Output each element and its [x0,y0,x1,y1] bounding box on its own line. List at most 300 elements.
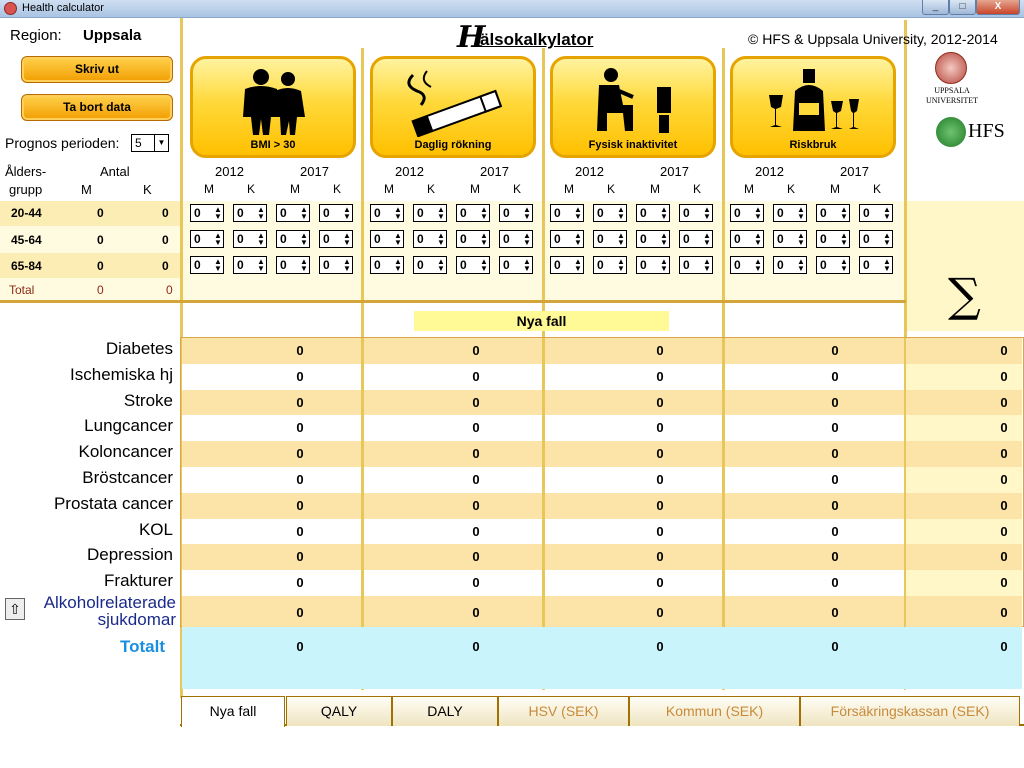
spinner-arrows-icon[interactable]: ▲ ▼ [480,231,488,247]
count-spinner[interactable] [413,230,447,248]
spinner-value: 0 [417,232,424,246]
spinner-value: 0 [683,258,690,272]
hfs-logo-icon [936,117,966,147]
result-value: 0 [296,497,304,513]
gender-header: M [204,182,214,196]
spinner-value: 0 [237,258,244,272]
result-value: 0 [831,343,839,358]
spinner-value: 0 [323,206,330,220]
spinner-value: 0 [503,206,510,220]
spinner-arrows-icon[interactable]: ▲ ▼ [617,205,625,221]
result-value: 0 [472,343,480,358]
spinner-arrows-icon[interactable]: ▲ ▼ [754,257,762,273]
prognosis-value: 5 [135,136,142,150]
spinner-arrows-icon[interactable]: ▲ ▼ [840,231,848,247]
spinner-arrows-icon[interactable]: ▲ ▼ [574,231,582,247]
count-spinner[interactable] [233,256,267,274]
count-spinner[interactable] [276,256,310,274]
tab-nya-fall[interactable]: Nya fall [181,696,285,727]
spinner-value: 0 [863,206,870,220]
age-count-m: 0 [97,233,104,247]
result-value: 0 [296,605,304,620]
tab-qaly[interactable]: QALY [286,696,392,726]
result-value: 0 [831,575,839,591]
app-title-initial: H [457,20,486,55]
category-smoking-button[interactable] [370,56,536,158]
count-spinner[interactable] [636,204,670,222]
result-value: 0 [296,420,304,436]
obese-couple-icon [193,65,353,137]
gender-header: M [290,182,300,196]
close-button[interactable]: X [976,0,1020,15]
divider [904,20,907,338]
count-spinner[interactable] [679,256,713,274]
year-header: 2012 [215,164,244,179]
spinner-value: 0 [554,258,561,272]
spinner-value: 0 [640,232,647,246]
k-header: K [143,182,152,197]
result-value: 0 [296,394,304,410]
gender-header: M [744,182,754,196]
arrow-up-icon[interactable]: ⇧ [5,598,25,620]
result-value: 0 [831,368,839,384]
maximize-button[interactable]: □ [949,0,976,15]
spinner-arrows-icon[interactable]: ▲ ▼ [257,257,265,273]
count-spinner[interactable] [190,256,224,274]
region-value: Uppsala [83,27,142,44]
age-group-label: 65-84 [11,259,42,273]
result-value: 0 [1000,446,1008,462]
spinner-arrows-icon[interactable]: ▲ ▼ [214,257,222,273]
result-value: 0 [831,394,839,410]
spinner-arrows-icon[interactable]: ▲ ▼ [437,205,445,221]
uppsala-name-1: UPPSALA [934,86,970,95]
tab-daly[interactable]: DALY [392,696,498,726]
spinner-value: 0 [374,258,381,272]
result-value: 0 [1000,394,1008,410]
year-header: 2012 [575,164,604,179]
result-value: 0 [1000,368,1008,384]
spinner-arrows-icon[interactable]: ▲ ▼ [214,231,222,247]
total-k: 0 [166,283,173,297]
spinner-arrows-icon[interactable]: ▲ ▼ [437,231,445,247]
tv-watcher-icon [553,65,713,137]
count-spinner[interactable] [730,256,764,274]
spinner-arrows-icon[interactable]: ▲ ▼ [523,257,531,273]
spinner-value: 0 [374,232,381,246]
spinner-value: 0 [280,206,287,220]
count-spinner[interactable] [499,204,533,222]
result-value: 0 [472,446,480,462]
count-spinner[interactable] [593,204,627,222]
spinner-value: 0 [863,232,870,246]
count-spinner[interactable] [456,204,490,222]
count-spinner[interactable] [816,256,850,274]
count-spinner[interactable] [276,230,310,248]
gender-header: M [470,182,480,196]
count-spinner[interactable] [773,256,807,274]
result-value: 0 [296,343,304,358]
spinner-arrows-icon[interactable]: ▲ ▼ [480,205,488,221]
section-title: Nya fall [516,313,567,329]
app-icon [4,2,17,15]
gender-header: K [787,182,796,196]
age-count-m: 0 [97,259,104,273]
spinner-arrows-icon[interactable]: ▲ ▼ [394,231,402,247]
result-value: 0 [1000,523,1008,539]
count-spinner[interactable] [456,230,490,248]
disease-label: KOL [138,519,173,539]
gender-header: K [513,182,522,196]
count-spinner[interactable] [233,230,267,248]
spinner-arrows-icon[interactable]: ▲ ▼ [840,257,848,273]
copyright: © HFS & Uppsala University, 2012-2014 [748,31,998,47]
spinner-arrows-icon[interactable]: ▲ ▼ [300,205,308,221]
spinner-arrows-icon[interactable]: ▲ ▼ [343,257,351,273]
result-value: 0 [656,394,664,410]
count-spinner[interactable] [859,256,893,274]
spinner-arrows-icon[interactable]: ▲ ▼ [300,257,308,273]
spinner-arrows-icon[interactable]: ▲ ▼ [660,231,668,247]
age-group-label: 20-44 [11,206,42,220]
count-spinner[interactable] [413,204,447,222]
result-value: 0 [296,368,304,384]
spinner-arrows-icon[interactable]: ▲ ▼ [754,205,762,221]
spinner-value: 0 [237,232,244,246]
divider [0,300,906,303]
spinner-arrows-icon[interactable]: ▲ ▼ [797,231,805,247]
gender-header: K [427,182,436,196]
spinner-value: 0 [683,206,690,220]
spinner-value: 0 [554,232,561,246]
result-value: 0 [1000,420,1008,436]
count-spinner[interactable] [593,256,627,274]
divider [361,48,364,338]
count-header: Antal [100,164,130,179]
count-spinner[interactable] [730,204,764,222]
result-value: 0 [1000,575,1008,591]
spinner-value: 0 [417,206,424,220]
disease-label: Diabetes [105,339,173,358]
count-spinner[interactable] [276,204,310,222]
alcohol-bottle-icon [733,65,893,137]
count-spinner[interactable] [233,204,267,222]
count-spinner[interactable] [679,204,713,222]
result-value: 0 [472,523,480,539]
spinner-value: 0 [194,258,201,272]
result-value: 0 [472,549,480,565]
spinner-arrows-icon[interactable]: ▲ ▼ [574,257,582,273]
count-spinner[interactable] [816,204,850,222]
spinner-value: 0 [554,206,561,220]
count-spinner[interactable] [370,256,404,274]
count-spinner[interactable] [413,256,447,274]
window-title: Health calculator [22,2,104,14]
year-header: 2017 [840,164,869,179]
spinner-arrows-icon[interactable]: ▲ ▼ [257,231,265,247]
result-value: 0 [656,343,664,358]
spinner-arrows-icon[interactable]: ▲ ▼ [214,205,222,221]
print-button[interactable]: Skriv ut [21,56,173,83]
result-value: 0 [831,446,839,462]
spinner-arrows-icon[interactable]: ▲ ▼ [523,231,531,247]
spinner-value: 0 [503,258,510,272]
spinner-value: 0 [777,258,784,272]
spinner-value: 0 [417,258,424,272]
uppsala-name-2: UNIVERSITET [926,96,978,105]
m-header: M [81,182,92,197]
spinner-arrows-icon[interactable]: ▲ ▼ [797,257,805,273]
disease-label: Depression [87,545,173,565]
spinner-arrows-icon[interactable]: ▲ ▼ [797,205,805,221]
uppsala-seal-icon [935,52,967,84]
age-count-k: 0 [162,206,169,220]
result-value: 0 [472,394,480,410]
category-inactivity-button[interactable] [550,56,716,158]
count-spinner[interactable] [370,230,404,248]
result-value: 0 [296,549,304,565]
category-alcohol-button[interactable] [730,56,896,158]
result-value: 0 [656,575,664,591]
count-spinner[interactable] [816,230,850,248]
result-value: 0 [831,420,839,436]
spinner-value: 0 [640,258,647,272]
count-spinner[interactable] [456,256,490,274]
spinner-value: 0 [194,206,201,220]
result-value: 0 [831,549,839,565]
year-header: 2017 [660,164,689,179]
totalt-label: Totalt [120,637,166,656]
spinner-arrows-icon[interactable]: ▲ ▼ [617,257,625,273]
result-value: 0 [296,472,304,487]
count-spinner[interactable] [319,204,353,222]
spinner-arrows-icon[interactable]: ▲ ▼ [437,257,445,273]
result-value: 0 [296,446,304,462]
result-value: 0 [1000,343,1008,358]
spinner-arrows-icon[interactable]: ▲ ▼ [883,205,891,221]
spinner-value: 0 [460,206,467,220]
year-header: 2017 [480,164,509,179]
count-spinner[interactable] [636,256,670,274]
disease-label: Bröstcancer [82,468,173,487]
count-spinner[interactable] [550,256,584,274]
cigarette-icon [373,65,533,137]
result-value: 0 [472,368,480,384]
disease-label: Prostata cancer [53,493,173,513]
spinner-arrows-icon[interactable]: ▲ ▼ [840,205,848,221]
spinner-value: 0 [503,232,510,246]
result-value: 0 [656,549,664,565]
count-spinner[interactable] [859,204,893,222]
spinner-value: 0 [863,258,870,272]
count-spinner[interactable] [319,230,353,248]
spinner-value: 0 [597,232,604,246]
delete-data-button[interactable]: Ta bort data [21,94,173,121]
result-value: 0 [831,497,839,513]
spinner-value: 0 [820,232,827,246]
total-value: 0 [656,639,664,654]
total-value: 0 [472,639,480,654]
spinner-value: 0 [597,258,604,272]
spinner-value: 0 [820,258,827,272]
count-spinner[interactable] [636,230,670,248]
gender-header: K [333,182,342,196]
result-value: 0 [472,420,480,436]
spinner-value: 0 [237,206,244,220]
spinner-value: 0 [280,232,287,246]
result-value: 0 [656,420,664,436]
gender-header: K [693,182,702,196]
spinner-arrows-icon[interactable]: ▲ ▼ [617,231,625,247]
spinner-arrows-icon[interactable]: ▲ ▼ [703,257,711,273]
category-bmi-button[interactable] [190,56,356,158]
year-header: 2012 [755,164,784,179]
spinner-arrows-icon[interactable]: ▲ ▼ [257,205,265,221]
spinner-value: 0 [323,232,330,246]
age-group-header-2: grupp [9,182,43,197]
gender-header: M [564,182,574,196]
tab-kommun[interactable]: Kommun (SEK) [629,696,800,726]
count-spinner[interactable] [499,256,533,274]
result-value: 0 [656,368,664,384]
result-value: 0 [1000,497,1008,513]
count-spinner[interactable] [370,204,404,222]
spinner-value: 0 [683,232,690,246]
spinner-arrows-icon[interactable]: ▲ ▼ [660,257,668,273]
total-value: 0 [1000,639,1008,654]
result-value: 0 [472,575,480,591]
count-spinner[interactable] [730,230,764,248]
age-count-k: 0 [162,259,169,273]
tab-forsakringskassan[interactable]: Försäkringskassan (SEK) [800,696,1020,726]
category-label: Riskbruk [789,139,837,151]
spinner-arrows-icon[interactable]: ▲ ▼ [394,205,402,221]
gender-header: K [607,182,616,196]
gender-header: M [650,182,660,196]
spinner-value: 0 [640,206,647,220]
disease-label: Koloncancer [78,442,173,462]
spinner-arrows-icon[interactable]: ▲ ▼ [343,231,351,247]
result-value: 0 [1000,605,1008,620]
spinner-arrows-icon[interactable]: ▲ ▼ [394,257,402,273]
disease-label: Lungcancer [84,416,173,436]
count-spinner[interactable] [499,230,533,248]
disease-label: Ischemiska hj [70,364,173,384]
spinner-value: 0 [460,258,467,272]
spinner-arrows-icon[interactable]: ▲ ▼ [343,205,351,221]
result-value: 0 [656,446,664,462]
result-value: 0 [472,472,480,487]
spinner-value: 0 [374,206,381,220]
total-value: 0 [831,639,839,654]
spinner-arrows-icon[interactable]: ▲ ▼ [523,205,531,221]
alcohol-label [28,594,176,628]
count-spinner[interactable] [773,204,807,222]
sigma-symbol: ∑ [948,268,981,322]
total-m: 0 [97,283,104,297]
spinner-arrows-icon[interactable]: ▲ ▼ [703,231,711,247]
spinner-arrows-icon[interactable]: ▲ ▼ [480,257,488,273]
result-value: 0 [472,605,480,620]
gender-header: K [873,182,882,196]
count-spinner[interactable] [190,230,224,248]
divider [722,48,725,338]
disease-label: Stroke [123,390,173,410]
result-value: 0 [831,472,839,487]
tab-hsv[interactable]: HSV (SEK) [498,696,629,726]
hfs-logo-text: HFS [968,120,1005,142]
category-label: Fysisk inaktivitet [588,139,678,151]
result-value: 0 [296,575,304,591]
count-spinner[interactable] [190,204,224,222]
result-value: 0 [656,497,664,513]
age-group-label: 45-64 [11,233,42,247]
spinner-value: 0 [597,206,604,220]
category-label: Daglig rökning [414,139,492,151]
spinner-arrows-icon[interactable]: ▲ ▼ [703,205,711,221]
result-value: 0 [656,472,664,487]
result-value: 0 [1000,549,1008,565]
spinner-arrows-icon[interactable]: ▲ ▼ [300,231,308,247]
result-value: 0 [1000,472,1008,487]
age-count-m: 0 [97,206,104,220]
result-value: 0 [831,605,839,620]
alcohol-label-line2: sjukdomar [97,610,176,629]
spinner-value: 0 [460,232,467,246]
spinner-value: 0 [820,206,827,220]
alcohol-label-line1: Alkoholrelaterade [43,593,176,612]
count-spinner[interactable] [550,204,584,222]
count-spinner[interactable] [319,256,353,274]
result-value: 0 [472,497,480,513]
count-spinner[interactable] [859,230,893,248]
spinner-arrows-icon[interactable]: ▲ ▼ [754,231,762,247]
result-value: 0 [656,605,664,620]
category-label: BMI > 30 [250,139,296,151]
prognosis-select[interactable] [131,134,169,152]
count-spinner[interactable] [550,230,584,248]
gender-header: M [384,182,394,196]
year-header: 2017 [300,164,329,179]
spinner-arrows-icon[interactable]: ▲ ▼ [574,205,582,221]
spinner-arrows-icon[interactable]: ▲ ▼ [883,231,891,247]
region-label: Region: [10,27,62,44]
spinner-arrows-icon[interactable]: ▲ ▼ [883,257,891,273]
minimize-button[interactable]: _ [922,0,949,15]
total-value: 0 [296,639,304,654]
spinner-value: 0 [194,232,201,246]
age-group-header: Ålders- [5,164,47,179]
result-value: 0 [831,523,839,539]
count-spinner[interactable] [593,230,627,248]
spinner-value: 0 [777,206,784,220]
age-count-k: 0 [162,233,169,247]
spinner-value: 0 [734,258,741,272]
count-spinner[interactable] [679,230,713,248]
app-title: älsokalkylator [480,30,594,49]
chevron-down-icon[interactable]: ▼ [154,135,168,151]
spinner-value: 0 [734,206,741,220]
spinner-arrows-icon[interactable]: ▲ ▼ [660,205,668,221]
spinner-value: 0 [323,258,330,272]
total-label: Total [9,283,35,297]
window-titlebar [0,0,1024,18]
result-value: 0 [296,523,304,539]
count-spinner[interactable] [773,230,807,248]
disease-label: Frakturer [104,571,173,591]
divider [542,48,545,338]
gender-header: K [247,182,256,196]
